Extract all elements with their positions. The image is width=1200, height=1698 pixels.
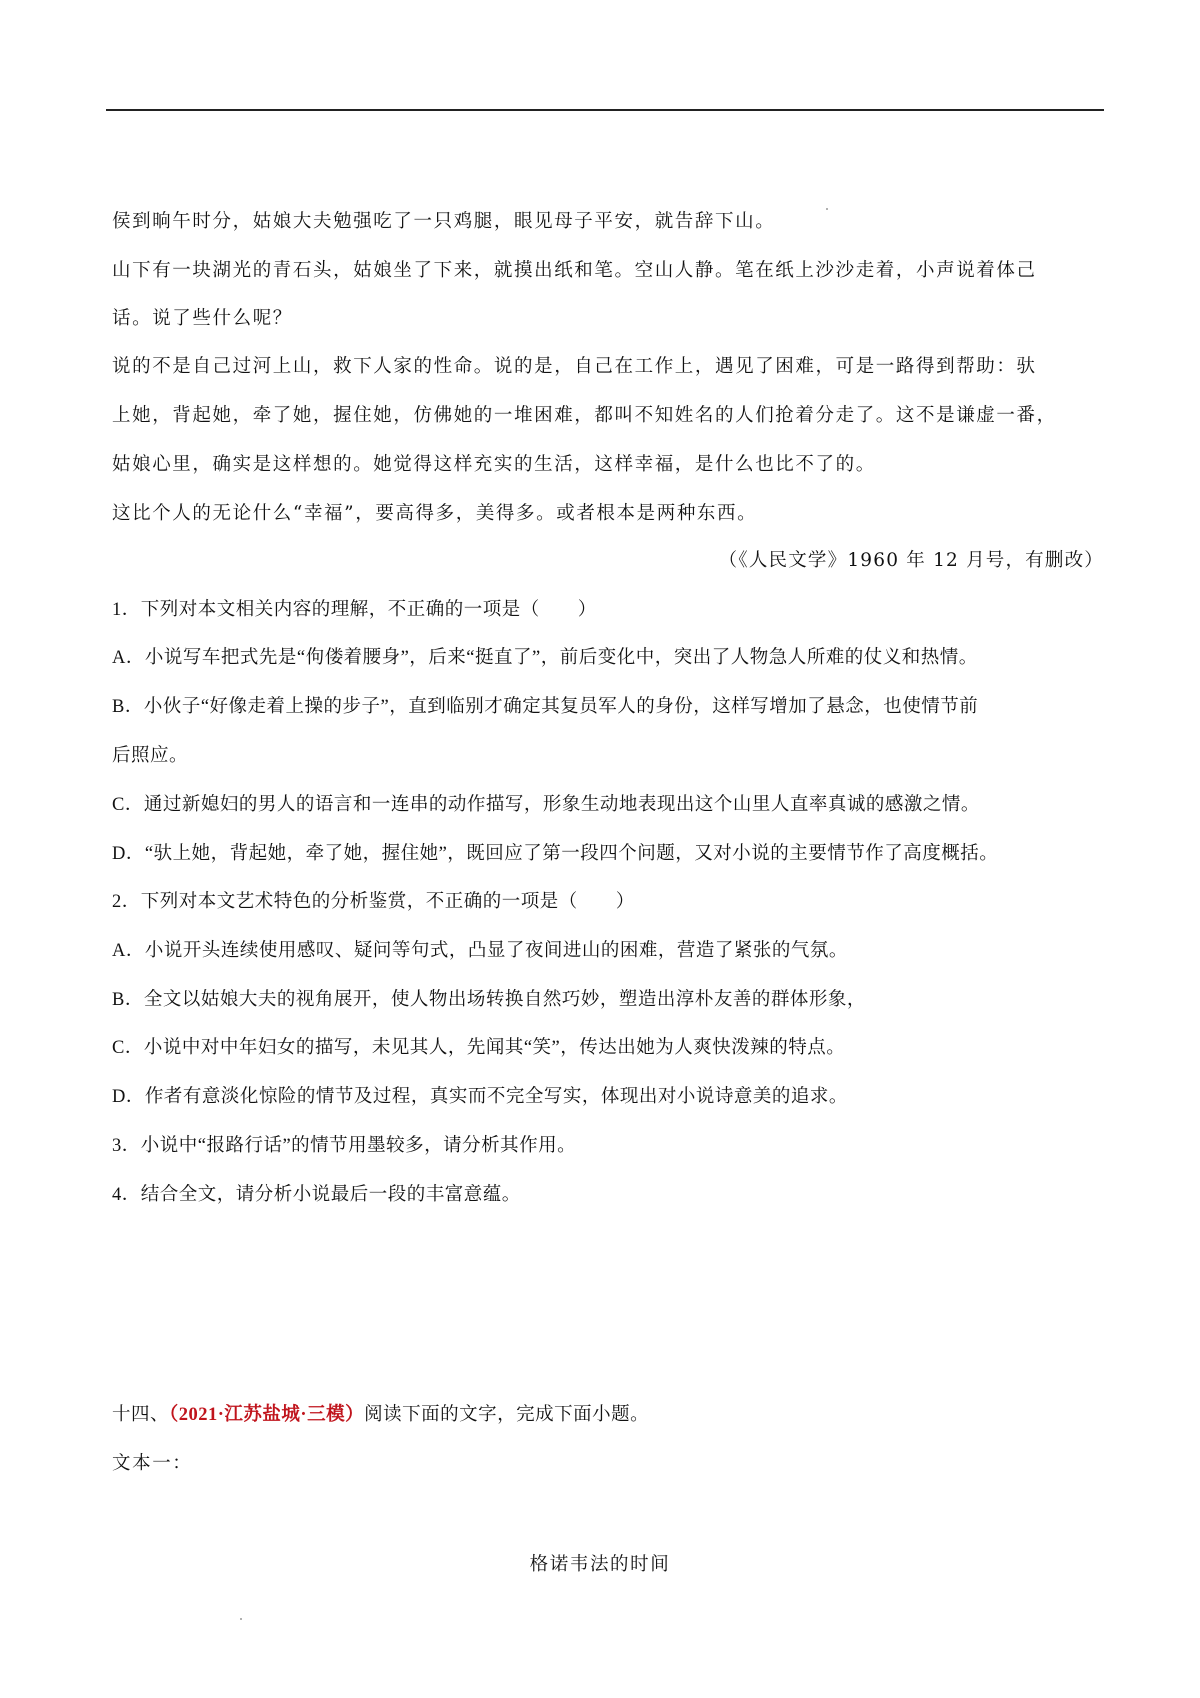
section-instruction: 阅读下面的文字，完成下面小题。 — [364, 1405, 650, 1425]
header-rule — [106, 109, 1104, 111]
passage-line: 上她，背起她，牵了她，握住她，仿佛她的一堆困难，都叫不知姓名的人们抢着分走了。这不是谦虚一番， — [112, 405, 1057, 426]
question-line: A．小说写车把式先是“佝偻着腰身”，后来“挺直了”，前后变化中，突出了人物急人所难的仗义和热情。 — [112, 648, 978, 668]
section-heading — [112, 1400, 649, 1426]
article-title: 格诺韦法的时间 — [529, 1554, 671, 1575]
question-line: 后照应。 — [112, 746, 189, 766]
source-citation: （《人民文学》1960 年 12 月号，有删改） — [718, 550, 1104, 571]
question-line: C．小说中对中年妇女的描写，未见其人，先闻其“笑”，传达出她为人爽快泼辣的特点。 — [112, 1038, 846, 1058]
question-line: D．作者有意淡化惊险的情节及过程，真实而不完全写实，体现出对小说诗意美的追求。 — [112, 1087, 848, 1107]
passage-line: 说的不是自己过河上山，救下人家的性命。说的是，自己在工作上，遇见了困难，可是一路得到帮助：驮 — [112, 356, 1037, 377]
question-line: A．小说开头连续使用感叹、疑问等句式，凸显了夜间进山的困难，营造了紧张的气氛。 — [112, 941, 848, 961]
question-line: 4．结合全文，请分析小说最后一段的丰富意蕴。 — [112, 1185, 521, 1205]
question-line: D．“驮上她，背起她，牵了她，握住她”，既回应了第一段四个问题，又对小说的主要情节作了高度概括。 — [112, 844, 999, 864]
question-line: C．通过新媳妇的男人的语言和一连串的动作描写，形象生动地表现出这个山里人直率真诚的感激之情。 — [112, 795, 980, 815]
section-number: 十四、 — [112, 1405, 170, 1425]
scan-speck — [240, 1618, 242, 1620]
passage-line: 话。说了些什么呢？ — [112, 308, 293, 329]
question-line: B．小伙子“好像走着上操的步子”，直到临别才确定其复员军人的身份，这样写增加了悬念，也使情节前 — [112, 697, 979, 717]
text-label: 文本一： — [112, 1453, 193, 1474]
passage-line: 这比个人的无论什么“幸福”，要高得多，美得多。或者根本是两种东西。 — [112, 503, 758, 524]
scan-speck — [826, 208, 828, 210]
exam-source-tag: （2021·江苏盐城·三模） — [169, 1405, 365, 1425]
passage-line: 姑娘心里，确实是这样想的。她觉得这样充实的生活，这样幸福，是什么也比不了的。 — [112, 454, 876, 475]
question-line: 3．小说中“报路行话”的情节用墨较多，请分析其作用。 — [112, 1136, 577, 1156]
question-line: 2．下列对本文艺术特色的分析鉴赏，不正确的一项是（ ） — [112, 892, 635, 912]
question-line: 1．下列对本文相关内容的理解，不正确的一项是（ ） — [112, 600, 597, 620]
passage-line: 山下有一块湖光的青石头，姑娘坐了下来，就摸出纸和笔。空山人静。笔在纸上沙沙走着，小声说着体己 — [112, 260, 1037, 281]
passage-line: 侯到晌午时分，姑娘大夫勉强吃了一只鸡腿，眼见母子平安，就告辞下山。 — [112, 211, 776, 232]
question-line: B．全文以姑娘大夫的视角展开，使人物出场转换自然巧妙，塑造出淳朴友善的群体形象， — [112, 990, 866, 1010]
